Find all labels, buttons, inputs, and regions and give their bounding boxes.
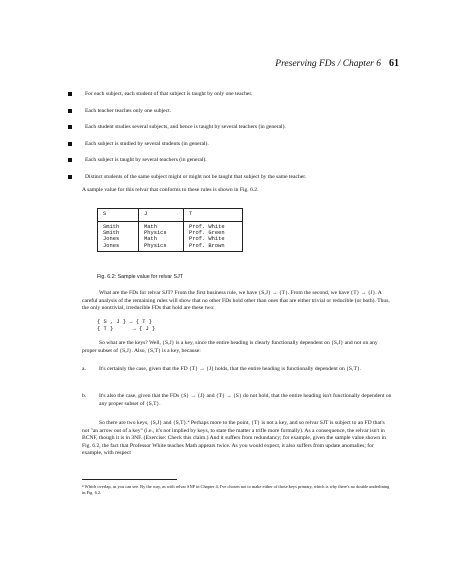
column-header-t: T	[184, 209, 243, 222]
table-cell: Physics	[144, 230, 167, 237]
bullet-square-icon	[68, 125, 72, 129]
fd-line: { S , J } → { T }	[97, 319, 152, 325]
chapter-title: Preserving FDs / Chapter 6	[275, 59, 381, 69]
figure-caption: Fig. 6.2: Sample value for relvar SJT	[97, 274, 183, 280]
list-item: Distinct students of the same subject might or might not be taught that subject by the same teacher.	[68, 174, 408, 181]
running-header	[275, 58, 399, 69]
table-cell: Prof. Brown	[189, 242, 225, 249]
table-cell: Math	[144, 224, 157, 230]
table-cell: Jones	[103, 242, 120, 249]
fd-list	[97, 319, 155, 333]
column-header-j: J	[139, 209, 184, 222]
list-item-a	[82, 366, 392, 374]
table-cell: Prof. White	[189, 236, 225, 243]
bullet-square-icon	[68, 109, 72, 113]
keys-paragraph: So what are the keys? Well, {S,J} is a key, since the entire heading is clearly functionally dependent on {S,J} and not on any proper subset of {S,J}. Also, {S,T} is a key, because:	[82, 340, 378, 354]
item-label: b.	[82, 393, 87, 399]
table-cell: Prof. White	[189, 224, 225, 230]
list-item-b	[82, 393, 392, 408]
table-cell: Physics	[144, 242, 167, 249]
bullet-square-icon	[68, 142, 72, 146]
table-row	[98, 222, 243, 252]
table-cell: Math	[144, 236, 157, 243]
list-item: Each teacher teaches only one subject.	[68, 108, 408, 115]
list-item: For each subject, each student of that subject is taught by only one teacher.	[68, 91, 408, 98]
table-cell: Smith	[103, 224, 120, 230]
footnote: ⁴ Which overlap, as you can see. By the way, as with relvar SNP in Chapter 4, I've chosen not to make either of those keys primary, which is why there's no double underlining in Fig. 6.2.	[82, 484, 390, 495]
item-text: It's also the case, given that the FDs {S} → {J} and {T} → {S} do not hold, that the entire heading isn't functionally dependent on any proper subset of {S,T}.	[99, 393, 392, 407]
list-item: Each subject is taught by several teachers (in general).	[68, 157, 408, 164]
column-header-s: S	[98, 209, 139, 222]
intro-paragraph: A sample value for this relvar that conforms to these rules is shown in Fig. 6.2.	[82, 187, 259, 193]
page-number: 61	[389, 58, 399, 69]
sjt-sample-table	[97, 208, 243, 252]
business-rules-list	[68, 91, 408, 190]
list-item: Each subject is studied by several students (in general).	[68, 141, 408, 148]
table-header-row	[98, 209, 243, 222]
item-label: a.	[82, 366, 86, 372]
bullet-square-icon	[68, 92, 72, 96]
footnote-divider	[82, 479, 177, 480]
list-item: Each student studies several subjects, and hence is taught by several teachers (in general).	[68, 124, 408, 131]
closing-paragraph: So there are two keys, {S,J} and {S,T}.⁴ Perhaps more to the point, {T} is not a key, and so relvar SJT is subject to an FD that's not "an arrow out of a key" (i.e., it's not implied by keys, to state the matter a trifle more formally). As a consequence, the relvar isn't in BCNF, though it is in 3NF. (Exercise: Check this claim.) And it suffers from redundancy; for example, given the sample value shown in Fig. 6.2, the fact that Professor White teaches Math appears twice. As you would expect, it also suffers from update anomalies; for example, with respect	[82, 420, 386, 457]
table-cell: Smith	[103, 230, 120, 237]
fds-paragraph: What are the FDs for relvar SJT? From the first business rule, we have {S,J} → {T}. From the second, we have {T} → {J}. A careful analysis of the remaining rules will show that no other FDs hold other than ones that are either trivial or reducible (or both). Thus, the only nontrivial, irreducible FDs that hold are these two:	[82, 290, 390, 312]
table-cell: Prof. Green	[189, 230, 225, 237]
fd-line: { T } → { J }	[97, 326, 156, 332]
bullet-square-icon	[68, 175, 72, 179]
table-cell: Jones	[103, 236, 120, 243]
bullet-square-icon	[68, 158, 72, 162]
item-text: It's certainly the case, given that the FD {T} → {J} holds, that the entire heading is functionally dependent on {S,T}.	[99, 366, 361, 372]
